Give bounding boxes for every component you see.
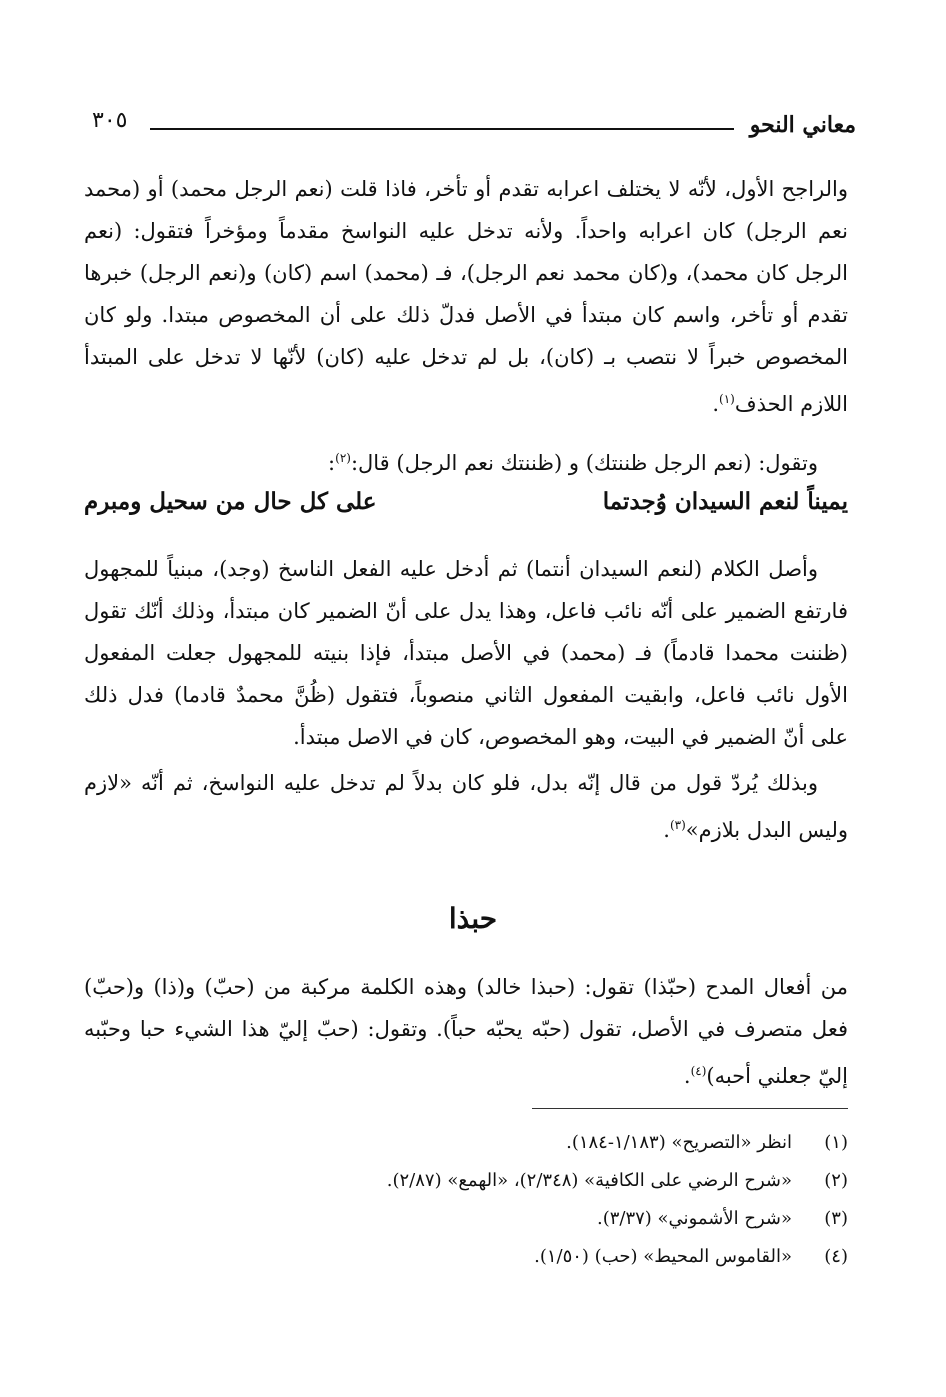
paragraph-4 [84,762,848,851]
paragraph-5-end: . [683,1064,691,1088]
footnote [84,1124,848,1162]
paragraph-1 [84,168,848,425]
footnote-number: (٣) [824,1208,848,1229]
verse-second-hemistich: على كل حال من سحيل ومبرم [84,488,377,515]
footnote-ref-2: (٢) [335,451,351,465]
running-title: معاني النحو [749,112,856,138]
paragraph-1-end: . [712,392,719,416]
footnote-text: انظر «التصريح» (١/١٨٣-١٨٤). [566,1132,792,1153]
footnote [84,1162,848,1200]
paragraph-5-text: من أفعال المدح (حبّذا) تقول: (حبذا خالد) وهذه الكلمة مركبة من (حبّ) و(ذا) و(حبّ) فعل متصرف في الأصل، تقول (حبّه يحبّه حباً). وتقول: (حبّ إليّ هذا الشيء حبا وحبّبه إليّ جعلني أحبه) [84,975,848,1088]
footnote-text: «شرح الرضي على الكافية» (٢/٣٤٨)، «الهمع» (٢/٨٧). [386,1170,792,1191]
footnote-separator [532,1108,848,1109]
paragraph-2-end: : [328,451,336,475]
footnote-ref-1: (١) [719,392,735,406]
section-heading: حبذا [448,902,498,935]
paragraph-2-text: وتقول: (نعم الرجل ظننتك) و (ظننتك نعم الرجل) قال: [350,451,818,475]
footnote-number: (٤) [824,1246,848,1267]
header-rule [150,128,734,130]
page-header [92,106,856,146]
footnote-number: (١) [824,1132,848,1153]
poetry-verse [84,488,848,528]
paragraph-2 [84,437,848,484]
footnote-text: «شرح الأشموني» (٣/٣٧). [596,1208,792,1229]
verse-first-hemistich: يميناً لنعم السيدان وُجدتما [602,488,848,515]
footnotes [84,1124,848,1276]
paragraph-1-text: والراجح الأول، لأنّه لا يختلف اعرابه تقدم أو تأخر، فاذا قلت (نعم الرجل محمد) أو (محمد نعم الرجل) كان اعرابه واحداً. ولأنه تدخل عليه النواسخ مقدماً ومؤخراً فتقول: (نعم الرجل كان محمد)، و(كان محمد نعم الرجل)، فـ (محمد) اسم (كان) و(نعم الرجل) خبرها تقدم أو تأخر، واسم كان مبتدأ في الأصل فدلّ ذلك على أن المخصوص مبتدا. ولو كان المخصوص خبراً لا نتصب بـ (كان)، بل لم تدخل عليه (كان) لأنّها لا تدخل على المبتدأ اللازم الحذف [84,177,848,416]
paragraph-4-end: . [663,818,670,842]
paragraph-4-text: وبذلك يُردّ قول من قال إنّه بدل، فلو كان بدلاً لم تدخل عليه النواسخ، ثم أنّه «لازم وليس البدل بلازم» [84,771,848,842]
footnote-ref-3: (٣) [669,818,686,832]
paragraph-3: وأصل الكلام (لنعم السيدان أنتما) ثم أدخل عليه الفعل الناسخ (وجد)، مبنياً للمجهول فارتفع الضمير على أنّه نائب فاعل، وهذا يدل على أنّ الضمير كان مبتدأ، وذلك أنّك تقول (ظننت محمدا قادماً) فـ (محمد) في الأصل مبتدأ، فإذا بنيته للمجهول جعلت المفعول الأول نائب فاعل، وابقيت المفعول الثاني منصوباً، فتقول (ظُنَّ محمدٌ قادما) فدل ذلك على أنّ الضمير في البيت، وهو المخصوص، كان في الاصل مبتدأ. [84,557,848,749]
page-number: ٣٠٥ [92,108,128,133]
footnote-number: (٢) [824,1170,848,1191]
paragraph-5 [84,966,848,1097]
footnote-text: «القاموس المحيط» (حب) (١/٥٠). [534,1246,792,1267]
footnote-ref-4: (٤) [690,1064,707,1078]
footnote [84,1200,848,1238]
footnote [84,1238,848,1276]
